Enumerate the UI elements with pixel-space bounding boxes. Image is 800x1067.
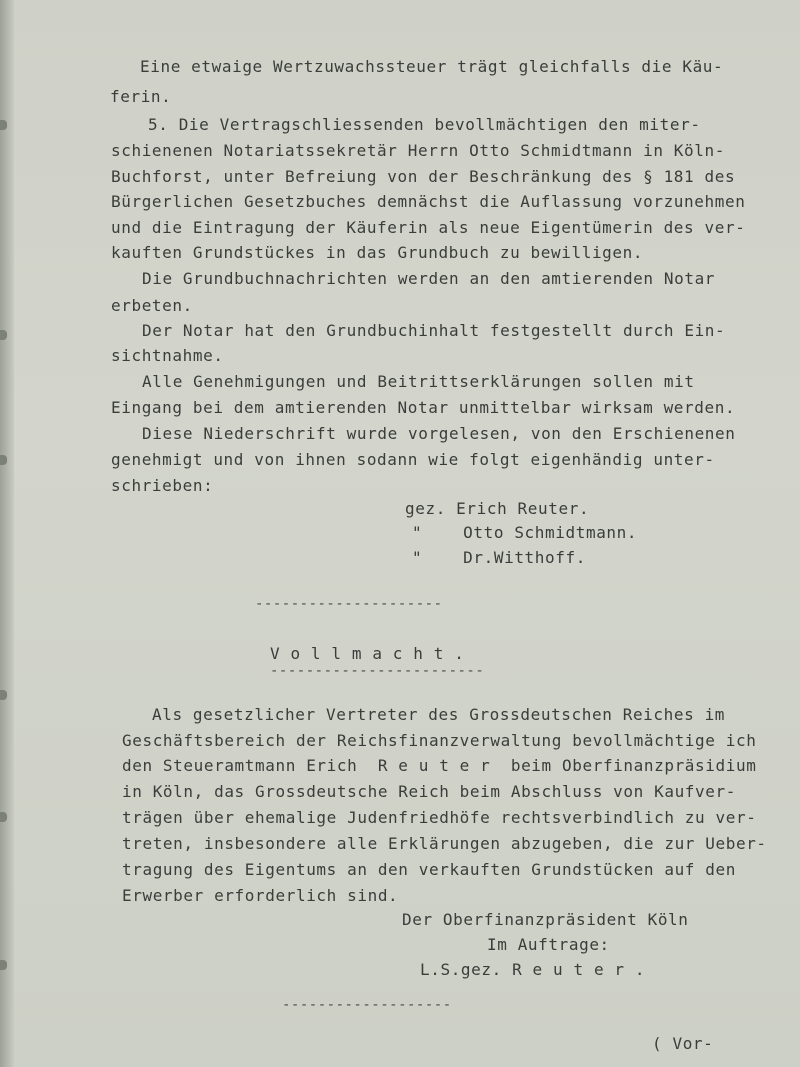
margin-mark [0,330,7,340]
section-heading: V o l l m a c h t . [270,644,465,663]
margin-mark [0,690,7,700]
signature-line: gez. Erich Reuter. [405,499,590,518]
signature-line: " Otto Schmidtmann. [412,523,638,542]
text-line: Der Notar hat den Grundbuchinhalt festgestellt durch Ein- [142,321,726,340]
heading-underline: ------------------------ [270,663,485,679]
signature-line: L.S.gez. R e u t e r . [420,960,646,979]
text-line: in Köln, das Grossdeutsche Reich beim Abschluss von Kaufver- [122,782,736,801]
text-line: Alle Genehmigungen und Beitrittserklärungen sollen mit [142,372,695,391]
text-line: treten, insbesondere alle Erklärungen abzugeben, die zur Ueber- [122,834,767,853]
margin-mark [0,812,7,822]
text-line: Als gesetzlicher Vertreter des Grossdeutschen Reiches im [152,705,726,724]
text-line: Buchforst, unter Befreiung von der Beschränkung des § 181 des [111,167,736,186]
text-line: Erwerber erforderlich sind. [122,886,399,905]
text-line: Geschäftsbereich der Reichsfinanzverwaltung bevollmächtige ich [122,731,757,750]
text-line: tragung des Eigentums an den verkauften Grundstücken auf den [122,860,736,879]
margin-mark [0,455,7,465]
text-line: Eine etwaige Wertzuwachssteuer trägt gleichfalls die Käu- [140,57,724,76]
text-line: Eingang bei dem amtierenden Notar unmittelbar wirksam werden. [111,398,736,417]
separator-line: --------------------- [255,596,443,612]
text-line: den Steueramtmann Erich R e u t e r beim Oberfinanzpräsidium [122,756,757,775]
signature-line: Der Oberfinanzpräsident Köln [402,910,689,929]
text-line: erbeten. [111,296,193,315]
margin-mark [0,960,7,970]
text-line: genehmigt und von ihnen sodann wie folgt eigenhändig unter- [111,450,715,469]
margin-mark [0,120,7,130]
text-line: kauften Grundstückes in das Grundbuch zu bewilligen. [111,243,644,262]
signature-line: " Dr.Witthoff. [412,548,586,567]
text-line: und die Eintragung der Käuferin als neue Eigentümerin des ver- [111,218,746,237]
text-line: schienenen Notariatssekretär Herrn Otto Schmidtmann in Köln- [111,141,725,160]
continuation-note: ( Vor- [652,1034,714,1053]
text-line: trägen über ehemalige Judenfriedhöfe rechtsverbindlich zu ver- [122,808,757,827]
text-line: Die Grundbuchnachrichten werden an den amtierenden Notar [142,269,716,288]
separator-line: ------------------- [282,997,452,1013]
text-line: Bürgerlichen Gesetzbuches demnächst die Auflassung vorzunehmen [111,192,746,211]
text-line: Diese Niederschrift wurde vorgelesen, von den Erschienenen [142,424,736,443]
text-line: ferin. [110,87,172,106]
text-line: sichtnahme. [111,346,224,365]
binding-margin [0,0,14,1067]
text-line: 5. Die Vertragschliessenden bevollmächtigen den miter- [148,115,701,134]
text-line: schrieben: [111,476,214,495]
signature-line: Im Auftrage: [487,935,610,954]
